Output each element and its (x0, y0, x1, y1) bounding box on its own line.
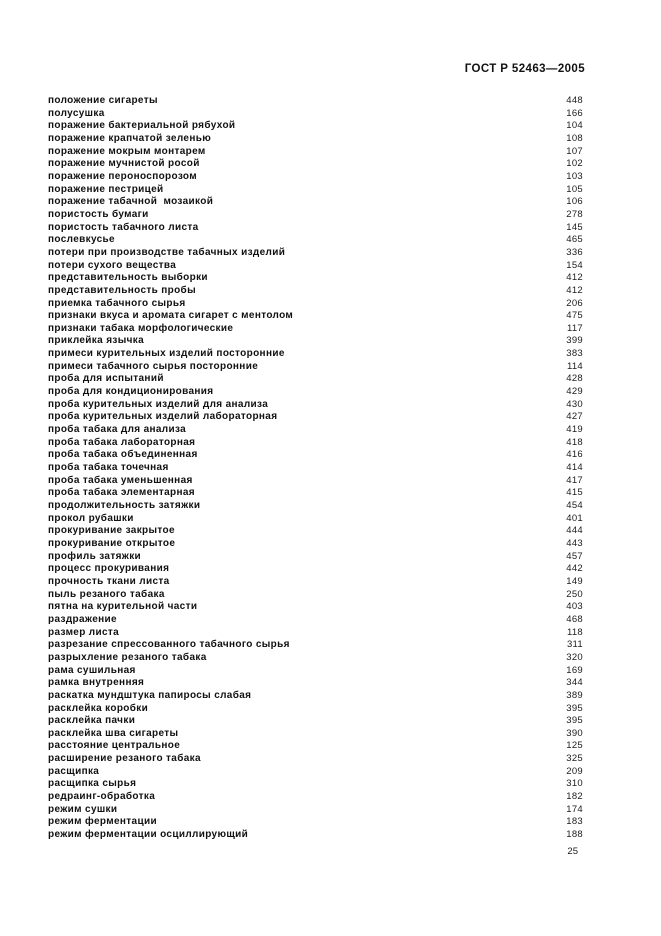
index-page-ref: 389 (566, 689, 583, 701)
index-page-ref: 414 (566, 462, 583, 474)
index-entry (48, 462, 583, 475)
index-entry (48, 627, 583, 640)
index-term: раскатка мундштука папиросы слабая (48, 689, 252, 701)
index-page-ref: 336 (566, 246, 583, 258)
index-term: прокуривание закрытое (48, 525, 175, 537)
index-page-ref: 250 (566, 588, 583, 600)
index-entry (48, 601, 583, 614)
index-entry (48, 95, 583, 108)
index-entry (48, 285, 583, 298)
index-term: поражение табачной мозаикой (48, 196, 214, 208)
index-page-ref: 419 (566, 424, 583, 436)
index-entry (48, 500, 583, 513)
index-term: режим ферментации (48, 816, 157, 828)
index-term: представительность выборки (48, 272, 208, 284)
index-page-ref: 117 (566, 322, 583, 334)
index-term: представительность пробы (48, 284, 196, 296)
index-entry (48, 690, 583, 703)
index-page-ref: 166 (566, 107, 583, 119)
index-page-ref: 114 (566, 360, 583, 372)
index-entry (48, 260, 583, 273)
index-term: поражение бактериальной рябухой (48, 120, 236, 132)
index-entry (48, 715, 583, 728)
index-page-ref: 457 (566, 550, 583, 562)
index-page-ref: 188 (566, 829, 583, 841)
index-term: раздражение (48, 613, 117, 625)
index-term: пористость бумаги (48, 208, 149, 220)
index-term: проба табака объединенная (48, 449, 198, 461)
index-entry (48, 551, 583, 564)
index-term: поражение мучнистой росой (48, 158, 200, 170)
index-term: примеси табачного сырья посторонние (48, 360, 259, 372)
index-term: пористость табачного листа (48, 221, 199, 233)
index-page-ref: 427 (566, 411, 583, 423)
index-entry (48, 272, 583, 285)
index-page-ref: 465 (566, 234, 583, 246)
index-term: проба табака лабораторная (48, 436, 196, 448)
index-term: расклейка коробки (48, 702, 149, 714)
index-entry (48, 348, 583, 361)
index-page-ref: 278 (566, 208, 583, 220)
index-page-ref: 429 (566, 386, 583, 398)
index-entry (48, 373, 583, 386)
index-term: проба для кондиционирования (48, 386, 214, 398)
index-entry (48, 399, 583, 412)
index-entry (48, 778, 583, 791)
index-page-ref: 412 (566, 284, 583, 296)
index-page-ref: 399 (566, 335, 583, 347)
index-page-ref: 102 (566, 158, 583, 170)
index-page-ref: 344 (566, 677, 583, 689)
index-entry (48, 665, 583, 678)
index-entry (48, 487, 583, 500)
index-entry (48, 424, 583, 437)
index-page-ref: 430 (566, 398, 583, 410)
index-term: примеси курительных изделий посторонние (48, 348, 285, 360)
index-entry (48, 184, 583, 197)
index-entry (48, 222, 583, 235)
index-entry (48, 589, 583, 602)
index-page-ref: 311 (566, 639, 583, 651)
index-entry (48, 740, 583, 753)
index-term: проба табака для анализа (48, 424, 187, 436)
index-term: прокуривание открытое (48, 537, 176, 549)
index-term: проба табака точечная (48, 462, 169, 474)
index-term: послевкусье (48, 234, 115, 246)
index-page-ref: 418 (566, 436, 583, 448)
index-page-ref: 320 (566, 651, 583, 663)
index-term: размер листа (48, 626, 120, 638)
index-term: рамка внутренняя (48, 677, 145, 689)
index-entry (48, 323, 583, 336)
index-term: приемка табачного сырья (48, 297, 186, 309)
index-page-ref: 154 (566, 259, 583, 271)
index-page-ref: 107 (566, 145, 583, 157)
index-entry (48, 196, 583, 209)
index-page-ref: 428 (566, 373, 583, 385)
index-entry (48, 120, 583, 133)
index-entry (48, 525, 583, 538)
index-entry (48, 614, 583, 627)
index-page-ref: 206 (566, 297, 583, 309)
index-term: положение сигареты (48, 95, 158, 106)
index-page-ref: 417 (566, 474, 583, 486)
index-entry (48, 677, 583, 690)
index-term: расклейка пачки (48, 715, 136, 727)
index-entry (48, 576, 583, 589)
index-term: проба табака уменьшенная (48, 474, 193, 486)
index-entry (48, 158, 583, 171)
index-page-ref: 325 (566, 753, 583, 765)
index-page-ref: 416 (566, 449, 583, 461)
index-term: проба табака элементарная (48, 487, 195, 499)
index-page-ref: 103 (566, 170, 583, 182)
index-page-ref: 442 (566, 563, 583, 575)
index-page-ref: 174 (566, 803, 583, 815)
standard-designation: ГОСТ Р 52463—2005 (464, 63, 585, 75)
index-entry (48, 310, 583, 323)
index-page-ref: 390 (566, 727, 583, 739)
index-page-ref: 383 (566, 348, 583, 360)
index-entry (48, 298, 583, 311)
index-entry (48, 753, 583, 766)
index-page-ref: 395 (566, 702, 583, 714)
index-entry (48, 703, 583, 716)
index-term: поражение мокрым монтарем (48, 145, 206, 157)
index-term: признаки вкуса и аромата сигарет с ментолом (48, 310, 294, 322)
index-term: расщипка сырья (48, 778, 137, 790)
index-entry (48, 829, 583, 842)
page-number: 25 (567, 846, 578, 857)
index-term: проба курительных изделий лабораторная (48, 411, 278, 423)
index-page-ref: 395 (566, 715, 583, 727)
index-term: полусушка (48, 107, 105, 119)
index-entry (48, 411, 583, 424)
index-term: проба курительных изделий для анализа (48, 398, 269, 410)
index-term: пыль резаного табака (48, 588, 165, 600)
index-entry (48, 335, 583, 348)
index-entry (48, 538, 583, 551)
index-page-ref: 183 (566, 816, 583, 828)
index-entry (48, 209, 583, 222)
index-term: расстояние центральное (48, 740, 181, 752)
index-page-ref: 415 (566, 487, 583, 499)
index-entry (48, 728, 583, 741)
index-term: разрезание спрессованного табачного сырья (48, 639, 290, 651)
index-page-ref: 310 (566, 778, 583, 790)
index-term: продолжительность затяжки (48, 500, 201, 511)
index-entry (48, 816, 583, 829)
index-page-ref: 104 (566, 120, 583, 132)
index-entry (48, 449, 583, 462)
index-entry (48, 133, 583, 146)
index-entry (48, 513, 583, 526)
index-term: расщипка (48, 765, 100, 777)
index-entry (48, 475, 583, 488)
index-term: признаки табака морфологические (48, 322, 234, 334)
index-term: рама сушильная (48, 664, 136, 676)
index-term: разрыхление резаного табака (48, 651, 207, 663)
index-page-ref: 145 (566, 221, 583, 233)
index-page-ref: 454 (566, 500, 583, 511)
index-page-ref: 412 (566, 272, 583, 284)
index-page-ref: 209 (566, 765, 583, 777)
index-term: пятна на курительной части (48, 601, 198, 613)
index-term: приклейка язычка (48, 335, 145, 347)
index-entry (48, 652, 583, 665)
index-term: режим ферментации осциллирующий (48, 829, 249, 841)
index-entry (48, 146, 583, 159)
index-entry (48, 247, 583, 260)
index-entry (48, 639, 583, 652)
index-entry (48, 386, 583, 399)
index-term: поражение пестрицей (48, 183, 164, 195)
index-entry (48, 766, 583, 779)
index-page-ref: 468 (566, 613, 583, 625)
document-header (48, 63, 585, 75)
index-term: потери сухого вещества (48, 259, 177, 271)
index-term: потери при производстве табачных изделий (48, 246, 286, 258)
index-page-ref: 118 (566, 626, 583, 638)
index-term: расширение резаного табака (48, 753, 201, 765)
index-term: расклейка шва сигареты (48, 727, 179, 739)
index-term: проба для испытаний (48, 373, 164, 385)
index-page-ref: 182 (566, 791, 583, 803)
index-term: прочность ткани листа (48, 575, 170, 587)
index-term: процесс прокуривания (48, 563, 170, 575)
index-page-ref: 475 (566, 310, 583, 322)
index-page-ref: 108 (566, 132, 583, 144)
index-page-ref: 403 (566, 601, 583, 613)
index-term: поражение крапчатой зеленью (48, 132, 212, 144)
index-entry (48, 437, 583, 450)
index-page-ref: 448 (566, 95, 583, 106)
index-page-ref: 169 (566, 664, 583, 676)
index-page-ref: 444 (566, 525, 583, 537)
index-entry (48, 563, 583, 576)
index-term: поражение пероноспорозом (48, 170, 197, 182)
index-entry (48, 108, 583, 121)
index-term: профиль затяжки (48, 550, 142, 562)
index-page-ref: 105 (566, 183, 583, 195)
index-page-ref: 125 (566, 740, 583, 752)
index-entry (48, 171, 583, 184)
index-term: прокол рубашки (48, 512, 134, 524)
index-term: редраинг-обработка (48, 791, 156, 803)
index-entry (48, 804, 583, 817)
index-page-ref: 401 (566, 512, 583, 524)
index-entry (48, 791, 583, 804)
page-footer (48, 846, 578, 857)
index-term: режим сушки (48, 803, 118, 815)
alphabetical-index-list (48, 95, 583, 842)
index-page-ref: 106 (566, 196, 583, 208)
index-page-ref: 443 (566, 537, 583, 549)
index-entry (48, 234, 583, 247)
index-entry (48, 361, 583, 374)
index-page-ref: 149 (566, 575, 583, 587)
